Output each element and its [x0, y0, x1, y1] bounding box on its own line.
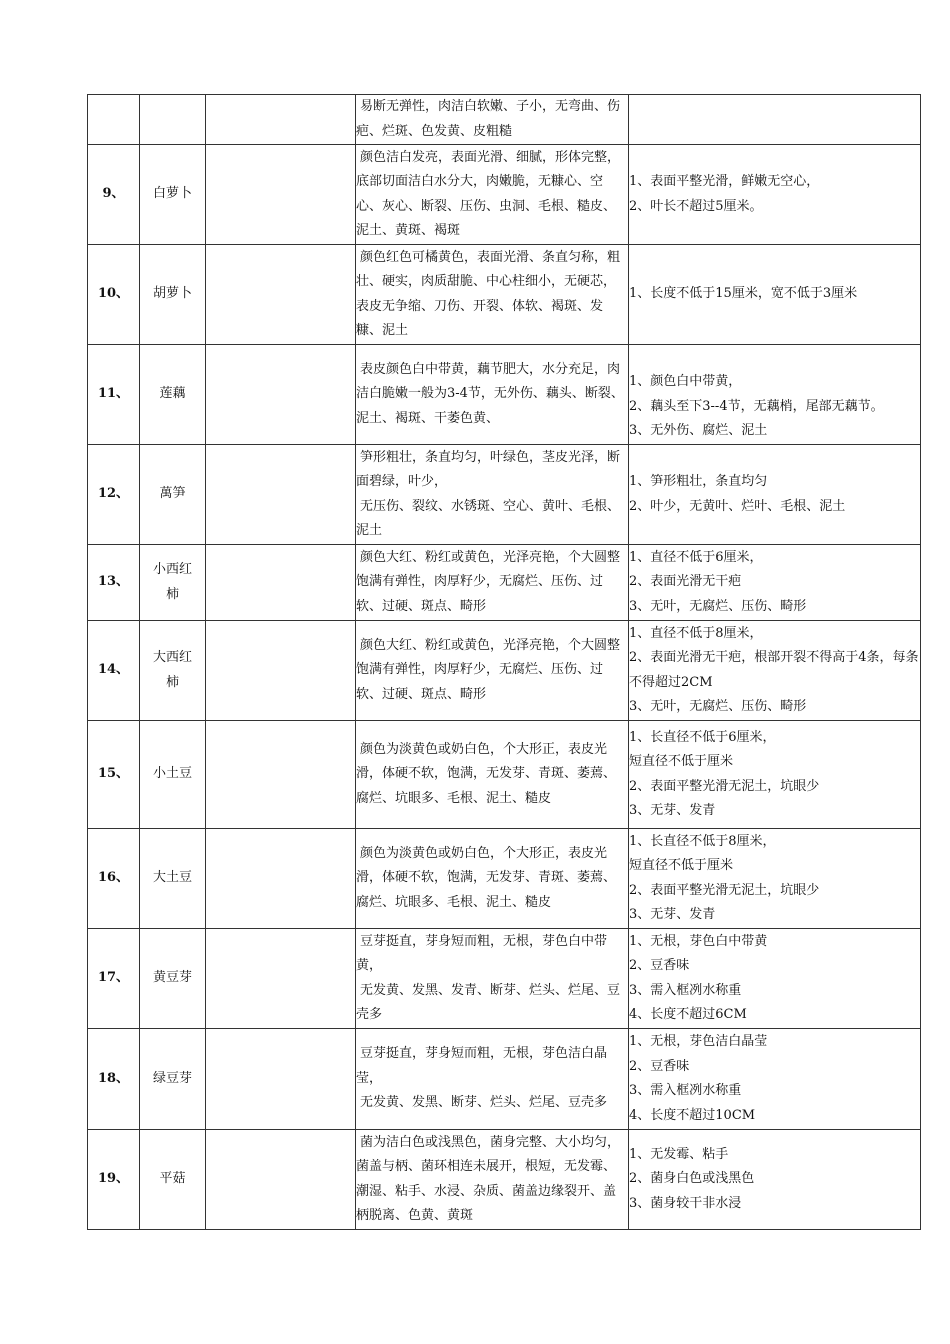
- quality-description: [356, 829, 629, 929]
- requirement-line: 2、藕头至下3--4节，无藕梢，尾部无藕节。: [629, 398, 884, 414]
- produce-spec-table: [87, 94, 921, 1230]
- table-row: [88, 721, 921, 829]
- requirement-line: 3、需入框冽水称重: [629, 982, 742, 998]
- quality-description: [356, 445, 629, 545]
- acceptance-requirements: [629, 721, 921, 829]
- table-row: [88, 1130, 921, 1230]
- item-name: 莲藕: [140, 345, 206, 445]
- quality-description: [356, 621, 629, 721]
- requirement-line: 1、表面平整光滑，鲜嫩无空心，: [629, 174, 820, 189]
- requirement-line: 3、无叶，无腐烂、压伤、畸形: [629, 699, 807, 714]
- blank-cell: [206, 621, 356, 721]
- table-row: [88, 445, 921, 545]
- description-paragraph: 颜色大红、粉红或黄色，光泽亮艳，个大圆整饱满有弹性，肉厚籽少，无腐烂、压伤、过软、过硬、斑点、畸形: [356, 637, 621, 702]
- description-paragraph: 无发黄、发黑、发青、断芽、烂头、烂尾、豆壳多: [356, 982, 621, 1022]
- description-paragraph: 笋形粗壮，条直均匀，叶绿色，茎皮光泽，断面碧绿，叶少，: [356, 449, 621, 489]
- requirement-line: 1、颜色白中带黄，: [629, 374, 742, 389]
- description-paragraph: 易断无弹性，肉洁白软嫩、子小，无弯曲、伤疤、烂斑、色发黄、皮粗糙: [356, 99, 621, 139]
- item-number: 10、: [88, 245, 140, 345]
- item-name: [140, 95, 206, 145]
- requirement-line: 短直径不低于厘米: [629, 754, 734, 769]
- item-name: 大土豆: [140, 829, 206, 929]
- acceptance-requirements: [629, 245, 921, 345]
- acceptance-requirements: [629, 145, 921, 245]
- description-paragraph: 颜色红色可橘黄色，表面光滑、条直匀称，粗壮、硬实，肉质甜脆、中心柱细小，无硬芯，表皮无争缩、刀伤、开裂、体软、褐斑、发糠、泥土: [356, 249, 621, 338]
- requirement-line: 1、无发霉、粘手: [629, 1146, 729, 1162]
- acceptance-requirements: [629, 621, 921, 721]
- blank-cell: [206, 245, 356, 345]
- requirement-line: 1、笋形粗壮，条直均匀: [629, 474, 768, 489]
- description-paragraph: 无压伤、裂纹、水锈斑、空心、黄叶、毛根、泥土: [356, 498, 621, 538]
- requirement-line: 4、长度不超过6CM: [629, 1007, 747, 1022]
- requirement-line: 2、豆香味: [629, 958, 690, 973]
- acceptance-requirements: [629, 95, 921, 145]
- requirement-line: 短直径不低于厘米: [629, 858, 734, 873]
- item-number: 18、: [88, 1029, 140, 1130]
- requirement-line: 3、需入框冽水称重: [629, 1083, 742, 1098]
- description-paragraph: 豆芽挺直，芽身短而粗，无根，芽色白中带黄，: [356, 933, 608, 973]
- table-row: [88, 929, 921, 1029]
- requirement-line: 2、表面光滑无干疤，根部开裂不得高于4条，每条不得超过2CM: [629, 650, 919, 690]
- table-row: [88, 621, 921, 721]
- item-name: 小土豆: [140, 721, 206, 829]
- quality-description: [356, 345, 629, 445]
- requirement-line: 2、表面平整光滑无泥土，坑眼少: [629, 882, 820, 898]
- table-row: [88, 829, 921, 929]
- acceptance-requirements: [629, 929, 921, 1029]
- requirement-line: 1、直径不低于8厘米，: [629, 625, 763, 641]
- description-paragraph: 颜色为淡黄色或奶白色，个大形正，表皮光滑，体硬不软，饱满，无发芽、青斑、萎蔫、腐烂、坑眼多、毛根、泥土、糙皮: [356, 845, 617, 910]
- item-name: 大西红柿: [140, 621, 206, 721]
- blank-cell: [206, 445, 356, 545]
- requirement-line: 2、表面平整光滑无泥土，坑眼少: [629, 778, 820, 794]
- requirement-line: 2、豆香味: [629, 1058, 690, 1074]
- requirement-line: 2、表面光滑无干疤: [629, 574, 742, 590]
- item-name: 小西红柿: [140, 545, 206, 621]
- item-name: 平菇: [140, 1130, 206, 1230]
- item-name: 黄豆芽: [140, 929, 206, 1029]
- item-name: 白萝卜: [140, 145, 206, 245]
- quality-description: [356, 1130, 629, 1230]
- requirement-line: 2、叶长不超过5厘米。: [629, 198, 763, 214]
- description-paragraph: 颜色为淡黄色或奶白色，个大形正，表皮光滑，体硬不软，饱满，无发芽、青斑、萎蔫、腐烂、坑眼多、毛根、泥土、糙皮: [356, 741, 617, 806]
- acceptance-requirements: [629, 545, 921, 621]
- blank-cell: [206, 721, 356, 829]
- item-number: 13、: [88, 545, 140, 621]
- blank-cell: [206, 829, 356, 929]
- description-paragraph: 颜色大红、粉红或黄色，光泽亮艳，个大圆整饱满有弹性，肉厚籽少，无腐烂、压伤、过软、过硬、斑点、畸形: [356, 549, 621, 614]
- acceptance-requirements: [629, 445, 921, 545]
- description-paragraph: 豆芽挺直，芽身短而粗，无根，芽色洁白晶莹，: [356, 1046, 608, 1086]
- blank-cell: [206, 345, 356, 445]
- item-name: 绿豆芽: [140, 1029, 206, 1130]
- table-row: [88, 95, 921, 145]
- item-number: 12、: [88, 445, 140, 545]
- table-row: [88, 545, 921, 621]
- item-number: 15、: [88, 721, 140, 829]
- blank-cell: [206, 1130, 356, 1230]
- description-paragraph: 菌为洁白色或浅黑色，菌身完整、大小均匀，菌盖与柄、菌环相连未展开，根短，无发霉、潮湿、粘手、水浸、杂质、菌盖边缘裂开、盖柄脱离、色黄、黄斑: [356, 1134, 621, 1223]
- quality-description: [356, 95, 629, 145]
- requirement-line: 3、无芽、发青: [629, 907, 716, 922]
- quality-description: [356, 929, 629, 1029]
- acceptance-requirements: [629, 1029, 921, 1130]
- quality-description: [356, 145, 629, 245]
- requirement-line: 4、长度不超过10CM: [629, 1107, 756, 1123]
- blank-cell: [206, 145, 356, 245]
- requirement-line: 3、无芽、发青: [629, 803, 716, 818]
- table-row: [88, 245, 921, 345]
- item-name: 萬笋: [140, 445, 206, 545]
- description-paragraph: 无发黄、发黑、断芽、烂头、烂尾、豆壳多: [360, 1095, 608, 1111]
- item-number: 19、: [88, 1130, 140, 1230]
- requirement-line: 3、菌身较干非水浸: [629, 1195, 742, 1211]
- acceptance-requirements: [629, 1130, 921, 1230]
- item-name: 胡萝卜: [140, 245, 206, 345]
- quality-description: [356, 1029, 629, 1130]
- quality-description: [356, 245, 629, 345]
- item-number: 17、: [88, 929, 140, 1029]
- requirement-line: 3、无外伤、腐烂、泥土: [629, 423, 768, 438]
- requirement-line: 3、无叶，无腐烂、压伤、畸形: [629, 598, 807, 614]
- table-row: [88, 345, 921, 445]
- quality-description: [356, 721, 629, 829]
- requirement-line: 1、长度不低于15厘米，宽不低于3厘米: [629, 286, 858, 302]
- item-number: 14、: [88, 621, 140, 721]
- item-number: 9、: [88, 145, 140, 245]
- requirement-line: 1、长直径不低于6厘米，: [629, 729, 776, 745]
- requirement-line: 1、直径不低于6厘米，: [629, 549, 763, 565]
- requirement-line: 1、无根，芽色白中带黄: [629, 933, 768, 949]
- blank-cell: [206, 929, 356, 1029]
- table-row: [88, 145, 921, 245]
- description-paragraph: 颜色洁白发亮，表面光滑、细腻，形体完整，底部切面洁白水分大，肉嫩脆，无糠心、空心、灰心、断裂、压伤、虫洞、毛根、糙皮、泥土、黄斑、褐斑: [356, 149, 621, 238]
- item-number: 11、: [88, 345, 140, 445]
- description-paragraph: 表皮颜色白中带黄，藕节肥大，水分充足，肉洁白脆嫩一般为3-4节，无外伤、藕头、断裂、泥土、褐斑、干萎色黄、: [356, 361, 624, 426]
- acceptance-requirements: [629, 829, 921, 929]
- spec-table-body: [88, 95, 921, 1230]
- acceptance-requirements: [629, 345, 921, 445]
- quality-description: [356, 545, 629, 621]
- item-number: 16、: [88, 829, 140, 929]
- requirement-line: 1、长直径不低于8厘米，: [629, 833, 776, 849]
- table-row: [88, 1029, 921, 1130]
- requirement-line: 2、菌身白色或浅黑色: [629, 1171, 755, 1187]
- requirement-line: [629, 346, 920, 371]
- requirement-line: 1、无根，芽色洁白晶莹: [629, 1034, 768, 1049]
- blank-cell: [206, 1029, 356, 1130]
- item-number: [88, 95, 140, 145]
- blank-cell: [206, 545, 356, 621]
- requirement-line: 2、叶少，无黄叶、烂叶、毛根、泥土: [629, 498, 846, 514]
- blank-cell: [206, 95, 356, 145]
